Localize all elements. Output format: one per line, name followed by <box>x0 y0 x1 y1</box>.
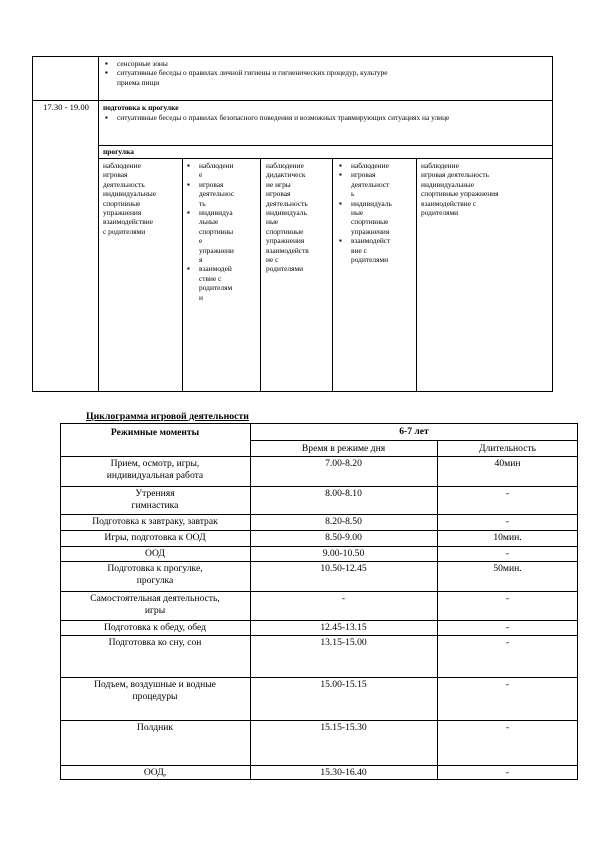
row-moment-line: Игры, подготовка к ООД <box>104 532 206 543</box>
table-rule <box>60 620 578 621</box>
header-time: Время в режиме дня <box>301 443 386 454</box>
row-moment-line: Прием, осмотр, игры, <box>110 458 200 469</box>
prep-heading: подготовка к прогулке <box>103 103 179 112</box>
row-moment <box>60 563 250 586</box>
walk-line: индивидуаль <box>266 208 307 218</box>
safety-bullets <box>104 113 524 122</box>
walk-bullet-line: ▪ индивидуа <box>199 208 233 218</box>
walk-bullet <box>186 264 258 302</box>
row-moment-line: прогулка <box>136 574 174 586</box>
row-moment-line: процедуры <box>132 690 178 702</box>
walk-line: ные <box>266 217 279 227</box>
row-duration: - <box>505 488 510 499</box>
table-rule <box>60 423 578 424</box>
walk-line: ие с <box>266 255 279 265</box>
walk-bullet <box>186 161 258 180</box>
row-time: 13.15-15.00 <box>320 637 367 648</box>
bullet-continuation: приема пищи <box>117 77 160 87</box>
table-rule <box>250 440 578 441</box>
row-moment-line: Полдник <box>136 722 174 733</box>
table-rule <box>60 591 578 592</box>
row-time: 15.00-15.15 <box>320 679 367 690</box>
walk-bullet-line: родителями <box>351 255 389 265</box>
walk-column-1 <box>103 161 181 236</box>
walk-bullet-line: ные <box>351 208 364 218</box>
row-moment <box>60 532 250 544</box>
walk-bullet-line: упражнения <box>351 226 390 236</box>
row-time: 8.50-9.00 <box>325 532 362 543</box>
row-moment <box>60 488 250 511</box>
row-moment-line: ООД, <box>143 767 167 778</box>
walk-line: наблюдение <box>103 161 141 170</box>
walk-line: взаимодейств <box>266 245 309 255</box>
walk-line: дидактическ <box>266 170 306 180</box>
table-rule <box>60 561 578 562</box>
row-moment-line: игры <box>144 604 166 616</box>
walk-bullet <box>186 208 258 264</box>
walk-bullet-line: я <box>199 255 203 265</box>
walk-bullet-line: е <box>199 170 203 180</box>
walk-bullet <box>186 180 258 208</box>
row-time: 10.50-12.45 <box>320 563 367 574</box>
walk-bullet <box>338 170 414 198</box>
row-moment <box>60 637 250 649</box>
walk-bullet-line: спортивны <box>199 226 234 236</box>
walk-bullet <box>338 236 414 264</box>
row-moment-line: ООД <box>145 548 165 559</box>
table-rule <box>60 765 578 766</box>
table-rule <box>60 677 578 678</box>
walk-bullet-line: льные <box>199 217 219 227</box>
row-moment-line: гимнастика <box>131 499 179 511</box>
walk-heading: прогулка <box>103 147 134 156</box>
row-moment <box>60 679 250 702</box>
cyclogram-title: Циклограмма игровой деятельности <box>86 411 249 422</box>
row-moment-line: Подготовка к завтраку, завтрак <box>92 516 218 527</box>
row-duration: - <box>505 637 510 648</box>
row-time: 15.15-15.30 <box>320 722 367 733</box>
row-moment <box>60 622 250 634</box>
table-rule <box>60 720 578 721</box>
row-moment <box>60 458 250 481</box>
walk-line: индивидуальные <box>421 179 475 189</box>
row-moment-line: Подготовка к обеду, обед <box>103 622 207 633</box>
row-time: 8.20-8.50 <box>325 516 362 527</box>
row-moment <box>60 548 250 560</box>
row-moment-line: Утренняя <box>135 488 175 499</box>
table-rule <box>60 514 578 515</box>
walk-line: деятельность <box>103 179 145 189</box>
row-duration: 50мин. <box>493 563 522 574</box>
walk-bullet <box>338 161 414 170</box>
walk-bullet-line: ть <box>199 198 206 208</box>
table-rule <box>60 456 578 457</box>
walk-line: спортивные <box>103 198 141 208</box>
walk-bullet-line: ▪ взаимодейст <box>351 236 391 246</box>
walk-line: упражнения <box>103 208 142 218</box>
table-rule <box>60 546 578 547</box>
walk-bullet-line: вие с <box>351 245 367 255</box>
table-rule <box>60 530 578 531</box>
row-moment-line: индивидуальная работа <box>106 469 204 481</box>
walk-bullet <box>338 199 414 237</box>
row-duration: 40мин <box>494 458 521 469</box>
row-duration: - <box>505 767 510 778</box>
row-moment-line: Подъем, воздушные и водные <box>94 679 216 690</box>
time-range: 17.30 - 19.00 <box>43 102 89 112</box>
row-moment <box>60 593 250 616</box>
walk-line: наблюдение <box>421 161 459 170</box>
walk-bullet-line: ▪ наблюдение <box>351 161 389 170</box>
walk-line: с родителями <box>103 226 146 236</box>
walk-line: взаимодействие <box>103 217 154 227</box>
row-duration: 10мин. <box>493 532 522 543</box>
row-duration: - <box>505 516 510 527</box>
row-duration: - <box>505 622 510 633</box>
row-time: 12.45-13.15 <box>320 622 367 633</box>
row-moment-line: Подготовка ко сну, сон <box>108 637 202 648</box>
header-age: 6-7 лет <box>399 426 429 437</box>
row-duration: - <box>505 593 510 604</box>
walk-bullet-line: ствие с <box>199 273 222 283</box>
row-moment <box>60 722 250 734</box>
row-duration: - <box>505 548 510 559</box>
walk-line: ие игры <box>266 179 291 189</box>
walk-line: наблюдение <box>266 161 304 170</box>
bullet-item: ▪ ситуативные беседы о правилах личной гигиены и гигиенических процедур, культуре <box>104 68 544 77</box>
walk-bullet-line: ▪ индивидуаль <box>351 198 392 208</box>
walk-bullet-line: ▪ наблюдени <box>199 161 234 170</box>
walk-line: игровая <box>266 189 291 199</box>
walk-bullet-line: ▪ игровая <box>351 170 376 180</box>
row-moment <box>60 516 250 528</box>
walk-line: взаимодействие с <box>421 198 477 208</box>
walk-bullet-line: ▪ взаимодей <box>199 264 232 274</box>
walk-line: родителями <box>421 208 459 218</box>
row-moment <box>60 767 250 779</box>
walk-bullet-line: ▪ игровая <box>199 179 224 189</box>
walk-bullet-line: упражнени <box>199 245 234 255</box>
row-moment-line: Самостоятельная деятельность, <box>90 593 220 604</box>
walk-bullet-line: деятельнос <box>199 189 235 199</box>
bullet-item: ▪ сенсорные зоны <box>104 59 544 68</box>
walk-line: деятельность <box>266 198 308 208</box>
row-time: 9.00-10.50 <box>322 548 365 559</box>
bullet-item: ▪ ситуативные беседы о правилах безопасного поведения и возможных травмирующих ситуациях на улице <box>104 113 524 122</box>
walk-line: упражнения <box>266 236 305 246</box>
header-moments: Режимные моменты <box>110 427 200 438</box>
row-moment-line: Подготовка к прогулке, <box>107 563 203 574</box>
walk-bullet-line: деятельност <box>351 179 390 189</box>
row-time: 15.30-16.40 <box>320 767 367 778</box>
walk-line: спортивные <box>266 226 304 236</box>
row-time: 7.00-8.20 <box>325 458 362 469</box>
walk-line: спортивные упражнения <box>421 189 499 199</box>
walk-line: игровая деятельность <box>421 170 490 180</box>
walk-bullet-line: ь <box>351 189 355 199</box>
table-rule <box>60 635 578 636</box>
table-rule <box>60 779 578 780</box>
hygiene-bullets <box>104 59 544 87</box>
row-time: - <box>341 593 346 604</box>
walk-line: индивидуальные <box>103 189 157 199</box>
row-duration: - <box>505 722 510 733</box>
walk-bullet-line: спортивные <box>351 217 389 227</box>
row-duration: - <box>505 679 510 690</box>
table-rule <box>60 486 578 487</box>
walk-column-2 <box>186 161 258 302</box>
walk-column-5 <box>421 161 551 217</box>
walk-column-4 <box>338 161 414 264</box>
walk-column-3 <box>266 161 332 274</box>
walk-bullet-line: и <box>199 292 203 302</box>
walk-bullet-line: родителям <box>199 283 233 293</box>
walk-line: игровая <box>103 170 128 180</box>
walk-bullet-line: е <box>199 236 203 246</box>
header-duration: Длительность <box>478 443 537 454</box>
row-time: 8.00-8.10 <box>325 488 362 499</box>
walk-line: родителями <box>266 264 304 274</box>
